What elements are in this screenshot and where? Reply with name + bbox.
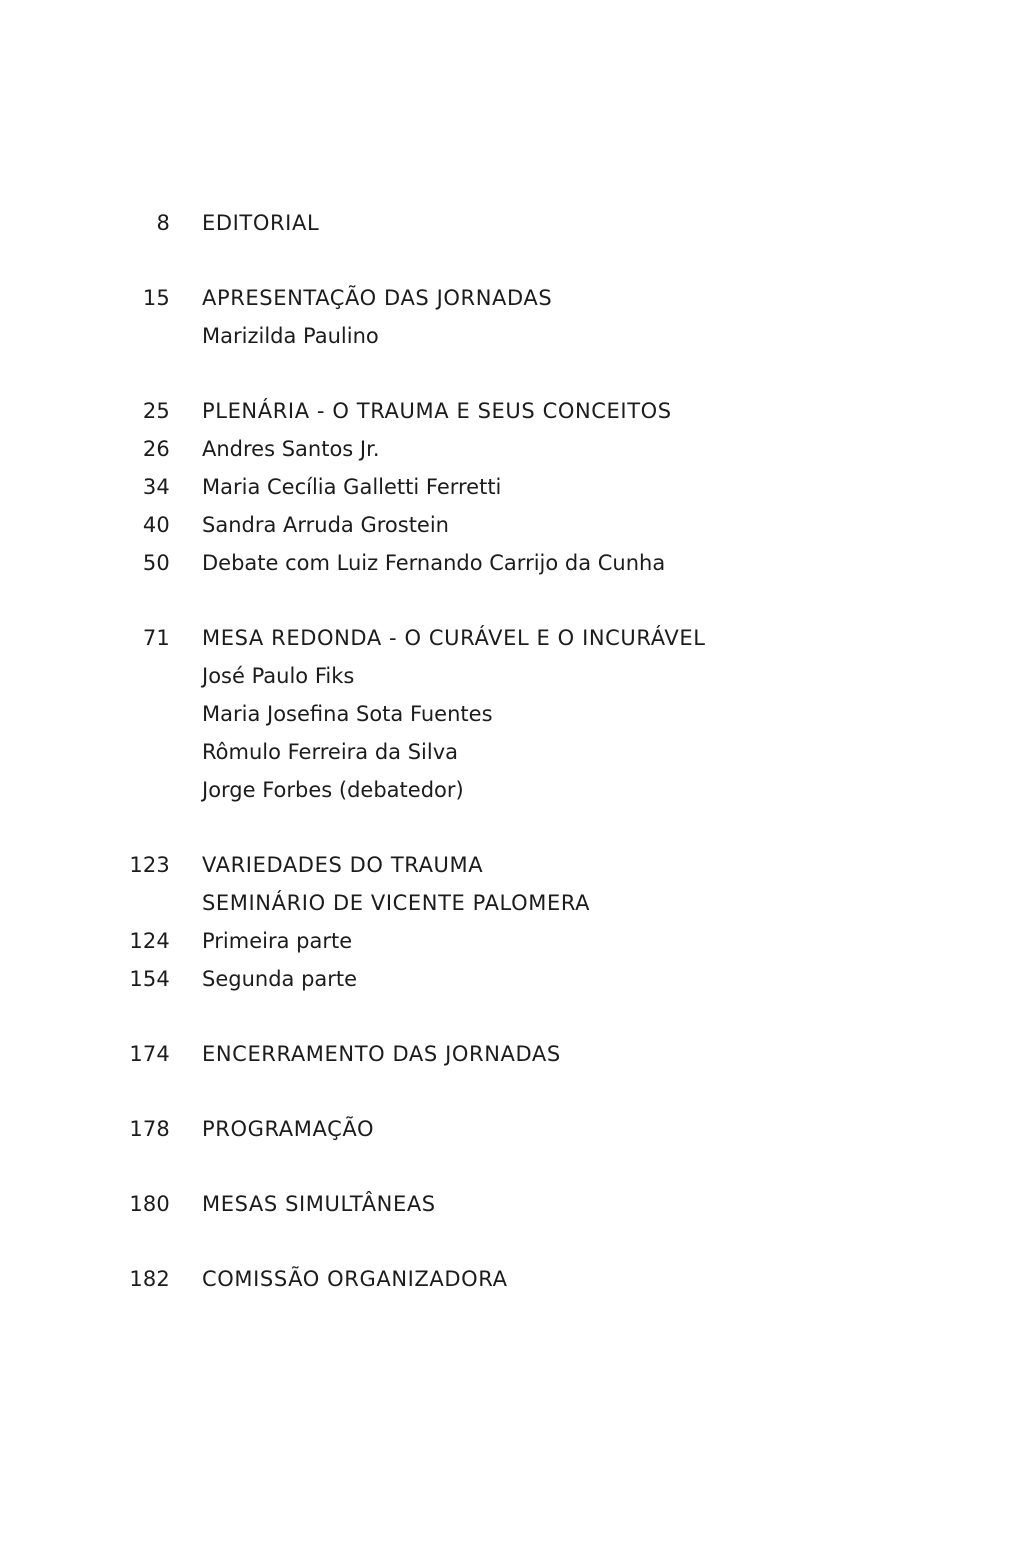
section-gap xyxy=(0,1073,1024,1110)
toc-entry-title: PLENÁRIA - O TRAUMA E SEUS CONCEITOS xyxy=(202,399,672,423)
toc-page-number: 123 xyxy=(129,853,170,877)
toc-entry-title: APRESENTAÇÃO DAS JORNADAS xyxy=(202,286,553,310)
toc-sub-entry xyxy=(0,657,1024,695)
toc-page-number: 8 xyxy=(156,211,170,235)
section-gap xyxy=(0,998,1024,1035)
toc-section-entry xyxy=(0,1185,1024,1223)
toc-entry-title: Sandra Arruda Grostein xyxy=(202,513,449,537)
toc-sub-entry xyxy=(0,771,1024,809)
toc-page-number: 124 xyxy=(129,929,170,953)
toc-sub-entry xyxy=(0,468,1024,506)
toc-sub-entry xyxy=(0,506,1024,544)
toc-entry-title: Maria Cecília Galletti Ferretti xyxy=(202,475,502,499)
toc-entry-title: Primeira parte xyxy=(202,929,353,953)
toc-page-number: 174 xyxy=(129,1042,170,1066)
toc-page-number: 25 xyxy=(142,399,170,423)
toc-sub-entry xyxy=(0,317,1024,355)
toc-sub-entry xyxy=(0,960,1024,998)
toc-entry-title: MESA REDONDA - O CURÁVEL E O INCURÁVEL xyxy=(202,626,706,650)
toc-entry-title: Maria Josefina Sota Fuentes xyxy=(202,702,493,726)
toc-sub-entry xyxy=(0,695,1024,733)
section-gap xyxy=(0,1223,1024,1260)
toc-page-number: 71 xyxy=(142,626,170,650)
section-gap xyxy=(0,355,1024,392)
toc-sub-entry xyxy=(0,733,1024,771)
toc-entry-title: COMISSÃO ORGANIZADORA xyxy=(202,1267,508,1291)
toc-entry-title: Marizilda Paulino xyxy=(202,324,379,348)
toc-section-entry xyxy=(0,392,1024,430)
toc-page-number: 50 xyxy=(142,551,170,575)
toc-section-entry xyxy=(0,204,1024,242)
toc-entry-title: José Paulo Fiks xyxy=(202,664,355,688)
toc-section-entry xyxy=(0,1260,1024,1298)
section-gap xyxy=(0,1148,1024,1185)
table-of-contents xyxy=(0,204,1024,1298)
toc-section-entry xyxy=(0,619,1024,657)
toc-entry-title: Segunda parte xyxy=(202,967,358,991)
toc-entry-title: VARIEDADES DO TRAUMA xyxy=(202,853,484,877)
toc-page-number: 40 xyxy=(142,513,170,537)
toc-entry-title: Andres Santos Jr. xyxy=(202,437,380,461)
section-gap xyxy=(0,582,1024,619)
toc-section-entry xyxy=(0,884,1024,922)
toc-entry-title: MESAS SIMULTÂNEAS xyxy=(202,1192,436,1216)
toc-page-number: 15 xyxy=(142,286,170,310)
toc-section-entry xyxy=(0,1110,1024,1148)
toc-sub-entry xyxy=(0,922,1024,960)
toc-section-entry xyxy=(0,279,1024,317)
toc-entry-title: EDITORIAL xyxy=(202,211,320,235)
section-gap xyxy=(0,242,1024,279)
toc-entry-title: SEMINÁRIO DE VICENTE PALOMERA xyxy=(202,891,591,915)
toc-page-number: 154 xyxy=(129,967,170,991)
toc-section-entry xyxy=(0,846,1024,884)
toc-page-number: 178 xyxy=(129,1117,170,1141)
toc-entry-title: Jorge Forbes (debatedor) xyxy=(202,778,464,802)
toc-page-number: 34 xyxy=(142,475,170,499)
toc-sub-entry xyxy=(0,544,1024,582)
toc-entry-title: Rômulo Ferreira da Silva xyxy=(202,740,459,764)
toc-page-number: 26 xyxy=(142,437,170,461)
toc-entry-title: Debate com Luiz Fernando Carrijo da Cunha xyxy=(202,551,666,575)
toc-section-entry xyxy=(0,1035,1024,1073)
section-gap xyxy=(0,809,1024,846)
toc-page-number: 180 xyxy=(129,1192,170,1216)
toc-sub-entry xyxy=(0,430,1024,468)
toc-entry-title: PROGRAMAÇÃO xyxy=(202,1117,375,1141)
toc-entry-title: ENCERRAMENTO DAS JORNADAS xyxy=(202,1042,561,1066)
toc-page-number: 182 xyxy=(129,1267,170,1291)
